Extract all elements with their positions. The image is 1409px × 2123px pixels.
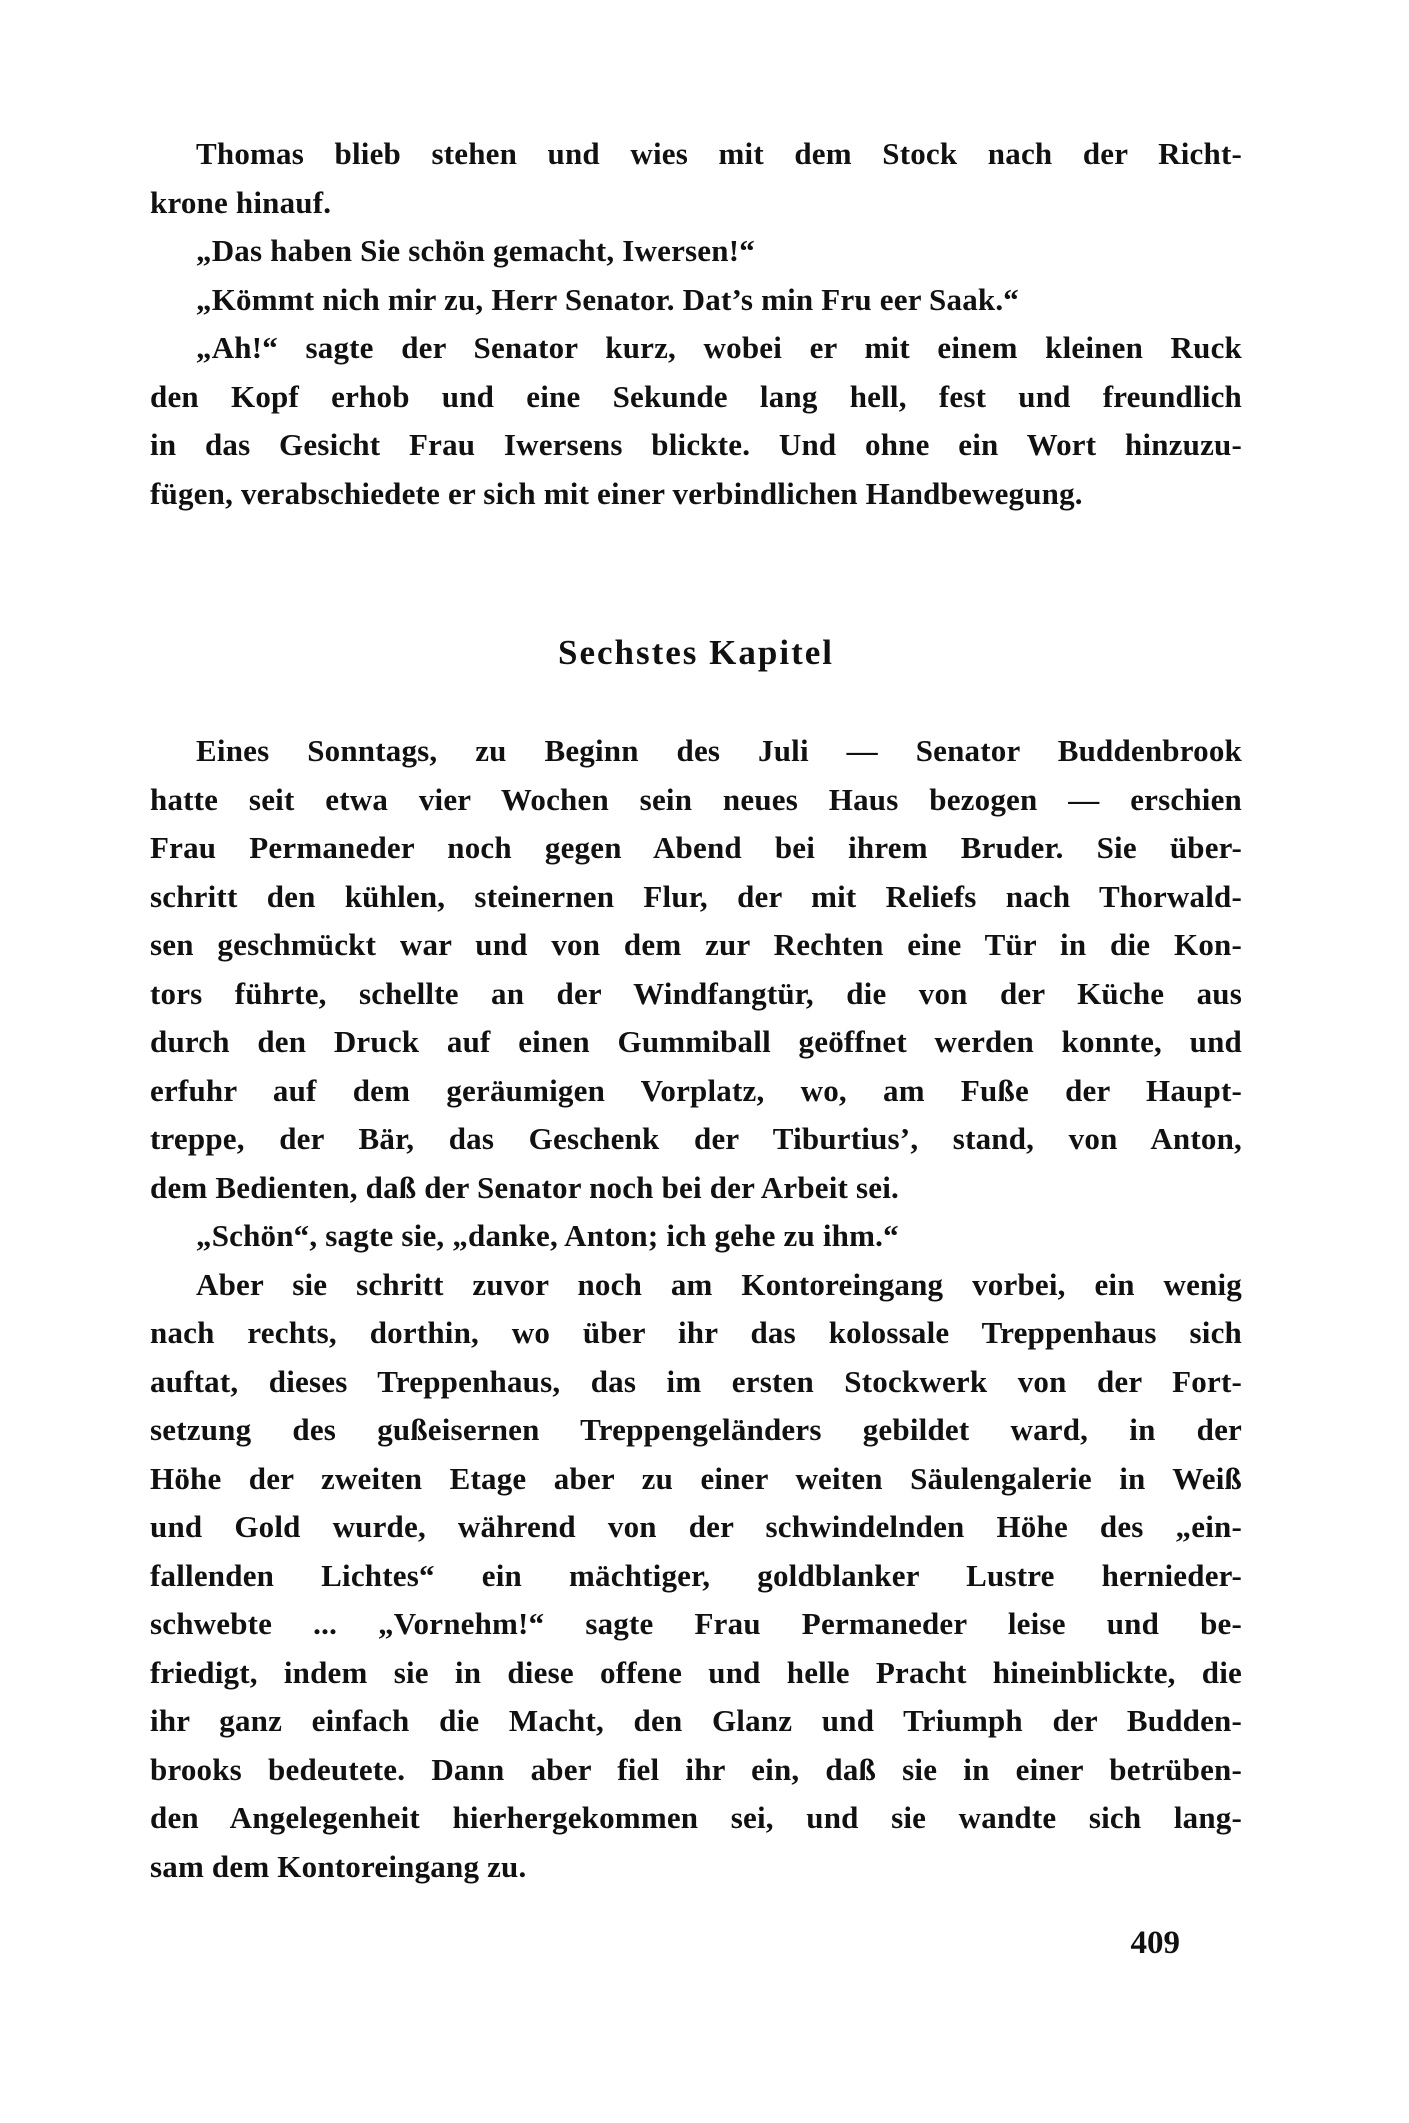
text-line: schritt den kühlen, steinernen Flur, der mit Reliefs nach Thorwald- bbox=[150, 878, 1242, 914]
text-line: ihr ganz einfach die Macht, den Glanz und Triumph der Budden- bbox=[150, 1703, 1242, 1738]
text-line: fallenden Lichtes“ ein mächtiger, goldblanker Lustre hernieder- bbox=[150, 1557, 1242, 1593]
text-line: krone hinauf. bbox=[150, 184, 332, 220]
text-line: erfuhr auf dem geräumigen Vorplatz, wo, am Fuße der Haupt- bbox=[150, 1072, 1242, 1108]
text-line: und Gold wurde, während von der schwindelnden Höhe des „ein- bbox=[150, 1509, 1242, 1544]
text-line: „Das haben Sie schön gemacht, Iwersen!“ bbox=[196, 233, 755, 268]
text-line: Thomas blieb stehen und wies mit dem Stock nach der Richt- bbox=[196, 136, 1242, 171]
text-line: friedigt, indem sie in diese offene und helle Pracht hineinblickte, die bbox=[150, 1654, 1242, 1690]
text-line: treppe, der Bär, das Geschenk der Tiburtius’, stand, von Anton, bbox=[150, 1121, 1242, 1156]
text-line: „Ah!“ sagte der Senator kurz, wobei er mit einem kleinen Ruck bbox=[196, 330, 1242, 365]
text-line: brooks bedeutete. Dann aber fiel ihr ein, daß sie in einer betrüben- bbox=[150, 1751, 1242, 1787]
book-page-text-column bbox=[150, 130, 1242, 1966]
text-line: „Schön“, sagte sie, „danke, Anton; ich gehe zu ihm.“ bbox=[196, 1218, 899, 1253]
text-line: „Kömmt nich mir zu, Herr Senator. Dat’s min Fru eer Saak.“ bbox=[196, 281, 1019, 317]
text-line: den Angelegenheit hierhergekommen sei, und sie wandte sich lang- bbox=[150, 1800, 1242, 1835]
text-line: Frau Permaneder noch gegen Abend bei ihrem Bruder. Sie über- bbox=[150, 830, 1242, 865]
text-line: Höhe der zweiten Etage aber zu einer weiten Säulengalerie in Weiß bbox=[150, 1460, 1242, 1496]
text-line: sam dem Kontoreingang zu. bbox=[150, 1848, 527, 1884]
page-number: 409 bbox=[1130, 1925, 1180, 1961]
paragraphs-before-heading bbox=[150, 130, 1242, 518]
paragraphs-after-heading bbox=[150, 727, 1242, 1891]
text-line: hatte seit etwa vier Wochen sein neues Haus bezogen — erschien bbox=[150, 781, 1242, 817]
text-line: setzung des gußeisernen Treppengeländers gebildet ward, in der bbox=[150, 1412, 1242, 1447]
text-line: dem Bedienten, daß der Senator noch bei der Arbeit sei. bbox=[150, 1169, 899, 1205]
text-line: Aber sie schritt zuvor noch am Kontoreingang vorbei, ein wenig bbox=[196, 1266, 1242, 1302]
text-line: auftat, dieses Treppenhaus, das im ersten Stockwerk von der Fort- bbox=[150, 1363, 1242, 1399]
chapter-heading: Sechstes Kapitel bbox=[557, 633, 834, 672]
text-line: nach rechts, dorthin, wo über ihr das kolossale Treppenhaus sich bbox=[150, 1315, 1242, 1350]
text-line: fügen, verabschiedete er sich mit einer verbindlichen Handbewegung. bbox=[150, 475, 1083, 511]
text-line: sen geschmückt war und von dem zur Rechten eine Tür in die Kon- bbox=[150, 927, 1242, 962]
text-line: Eines Sonntags, zu Beginn des Juli — Senator Buddenbrook bbox=[196, 733, 1242, 768]
text-line: den Kopf erhob und eine Sekunde lang hell, fest und freundlich bbox=[150, 378, 1242, 414]
text-line: schwebte ... „Vornehm!“ sagte Frau Permaneder leise und be- bbox=[150, 1606, 1242, 1641]
text-line: in das Gesicht Frau Iwersens blickte. Und ohne ein Wort hinzuzu- bbox=[150, 427, 1242, 462]
text-line: tors führte, schellte an der Windfangtür, die von der Küche aus bbox=[150, 975, 1242, 1011]
text-line: durch den Druck auf einen Gummiball geöffnet werden konnte, und bbox=[150, 1024, 1242, 1059]
